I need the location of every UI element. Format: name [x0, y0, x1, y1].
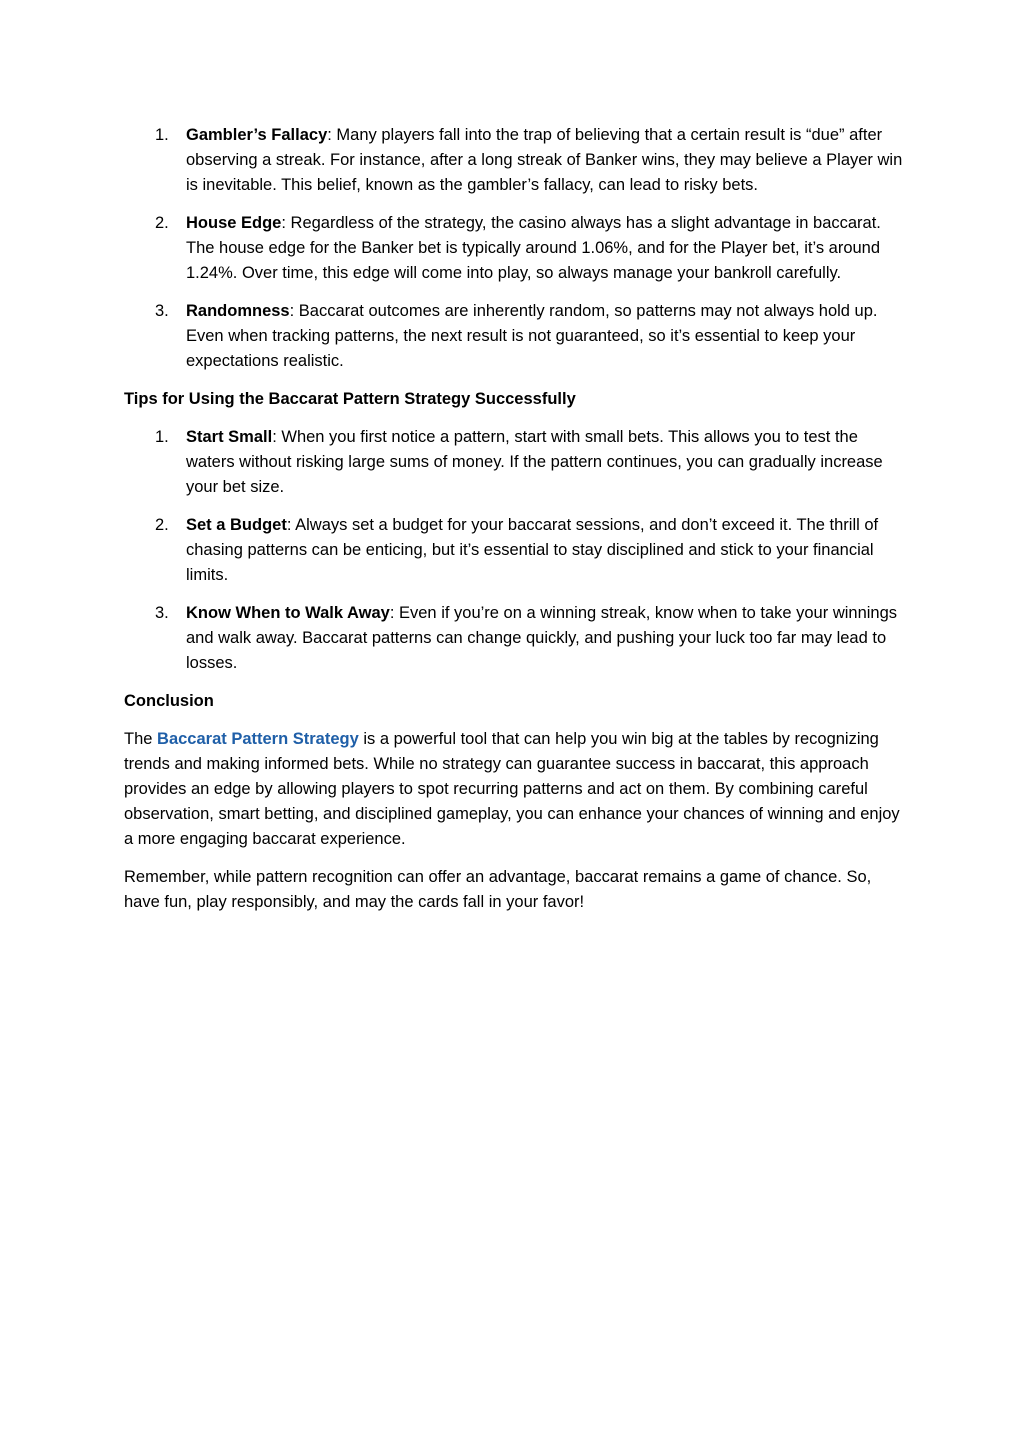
conclusion-heading: Conclusion [124, 692, 214, 710]
closing-paragraph: Remember, while pattern recognition can offer an advantage, baccarat remains a game of chance. So, have fun, play responsibly, and may the cards fall in your favor! [124, 868, 872, 911]
list-number: 3. [155, 302, 169, 320]
list-item [124, 425, 904, 500]
list-term: Start Small [186, 428, 273, 446]
list-item [124, 211, 904, 286]
list-number: 2. [155, 214, 169, 232]
conclusion-prefix: The [124, 730, 158, 748]
list-text: : Even if you’re on a winning streak, know when to take your winnings and walk away. Baccarat patterns can change quickly, and pushing your luck too far may lead to losses. [186, 604, 898, 672]
conclusion-paragraph [124, 727, 904, 852]
list-number: 3. [155, 604, 169, 622]
list-item [124, 601, 904, 676]
conclusion-text: is a powerful tool that can help you win big at the tables by recognizing trends and making informed bets. While no strategy can guarantee success in baccarat, this approach provides an edge by allowing players to spot recurring patterns and act on them. By combining careful observation, smart betting, and disciplined gameplay, you can enhance your chances of winning and enjoy a more engaging baccarat experience. [124, 730, 900, 848]
list-number: 1. [155, 126, 169, 144]
list-text: : When you first notice a pattern, start with small bets. This allows you to test the waters without risking large sums of money. If the pattern continues, you can gradually increase your bet size. [186, 428, 883, 496]
baccarat-pattern-strategy-link[interactable]: Baccarat Pattern Strategy [157, 730, 359, 748]
list-text: : Many players fall into the trap of believing that a certain result is “due” after observing a streak. For instance, after a long streak of Banker wins, they may believe a Player win is inevitable. This belief, known as the gambler’s fallacy, can lead to risky bets. [186, 126, 903, 194]
list-term: Know When to Walk Away [186, 604, 390, 622]
list-text: : Regardless of the strategy, the casino always has a slight advantage in baccarat. The house edge for the Banker bet is typically around 1.06%, and for the Player bet, it’s around 1.24%. Over time, this edge will come into play, so always manage your bankroll carefully. [186, 214, 881, 282]
list-item [124, 513, 904, 588]
list-number: 2. [155, 516, 169, 534]
list-item [124, 299, 904, 374]
list-number: 1. [155, 428, 169, 446]
tips-heading: Tips for Using the Baccarat Pattern Strategy Successfully [124, 390, 576, 408]
list-term: Randomness [186, 302, 290, 320]
tips-list [124, 425, 904, 676]
list-term: House Edge [186, 214, 282, 232]
list-text: : Always set a budget for your baccarat sessions, and don’t exceed it. The thrill of chasing patterns can be enticing, but it’s essential to stay disciplined and stick to your financial limits. [186, 516, 879, 584]
list-item [124, 123, 904, 198]
list-text: : Baccarat outcomes are inherently random, so patterns may not always hold up. Even when tracking patterns, the next result is not guaranteed, so it’s essential to keep your expectations realistic. [186, 302, 878, 370]
risks-list [124, 123, 904, 374]
list-term: Set a Budget [186, 516, 287, 534]
document-page [124, 123, 904, 928]
list-term: Gambler’s Fallacy [186, 126, 328, 144]
